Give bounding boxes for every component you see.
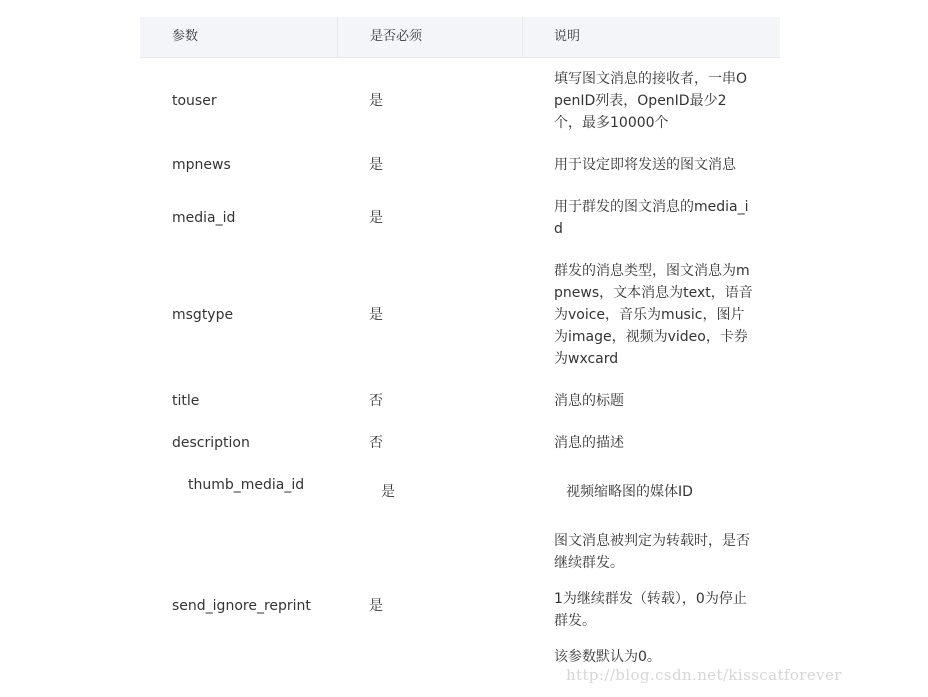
- row-required: 是: [369, 307, 383, 323]
- row-required: 是: [369, 157, 383, 173]
- row-param: thumb_media_id: [188, 477, 305, 493]
- header-divider: [522, 17, 523, 57]
- row-param: send_ignore_reprint: [172, 598, 311, 614]
- row-description: [566, 481, 766, 503]
- description-text: 用于设定即将发送的图文消息: [554, 157, 736, 173]
- row-required: 是: [369, 93, 383, 109]
- row-required: 是: [381, 484, 395, 500]
- row-description: [554, 260, 754, 370]
- description-text: 图文消息被判定为转载时，是否继续群发。: [554, 533, 750, 571]
- description-text: 该参数默认为0。: [554, 649, 661, 665]
- row-description: [554, 390, 754, 412]
- row-description: [554, 68, 754, 134]
- row-description: [554, 196, 754, 240]
- description-text: 视频缩略图的媒体ID: [566, 484, 693, 500]
- row-param: touser: [172, 93, 217, 109]
- description-text: 消息的标题: [554, 393, 624, 409]
- header-description: 说明: [554, 29, 581, 44]
- row-required: 是: [369, 598, 383, 614]
- description-text: 用于群发的图文消息的media_id: [554, 199, 749, 237]
- row-param: title: [172, 393, 200, 409]
- description-text: 群发的消息类型，图文消息为mpnews，文本消息为text，语音为voice，音乐为music，图片为image，视频为video，卡券为wxcard: [554, 263, 753, 367]
- description-text: 消息的描述: [554, 435, 624, 451]
- description-text: 1为继续群发（转载），0为停止群发。: [554, 591, 747, 629]
- watermark-url: http://blog.csdn.net/kisscatforever: [566, 666, 842, 684]
- row-required: 否: [369, 393, 383, 409]
- header-param: 参数: [172, 29, 199, 44]
- row-description: [554, 432, 754, 454]
- row-param: msgtype: [172, 307, 234, 323]
- row-description: [554, 530, 754, 668]
- row-required: 是: [369, 210, 383, 226]
- row-param: media_id: [172, 210, 236, 226]
- row-param: mpnews: [172, 157, 231, 173]
- header-required: 是否必须: [370, 29, 423, 44]
- row-description: [554, 154, 754, 176]
- row-param: description: [172, 435, 250, 451]
- header-divider: [337, 17, 338, 57]
- table-header: [140, 17, 780, 58]
- row-required: 否: [369, 435, 383, 451]
- description-text: 填写图文消息的接收者，一串OpenID列表，OpenID最少2个，最多10000个: [554, 71, 748, 131]
